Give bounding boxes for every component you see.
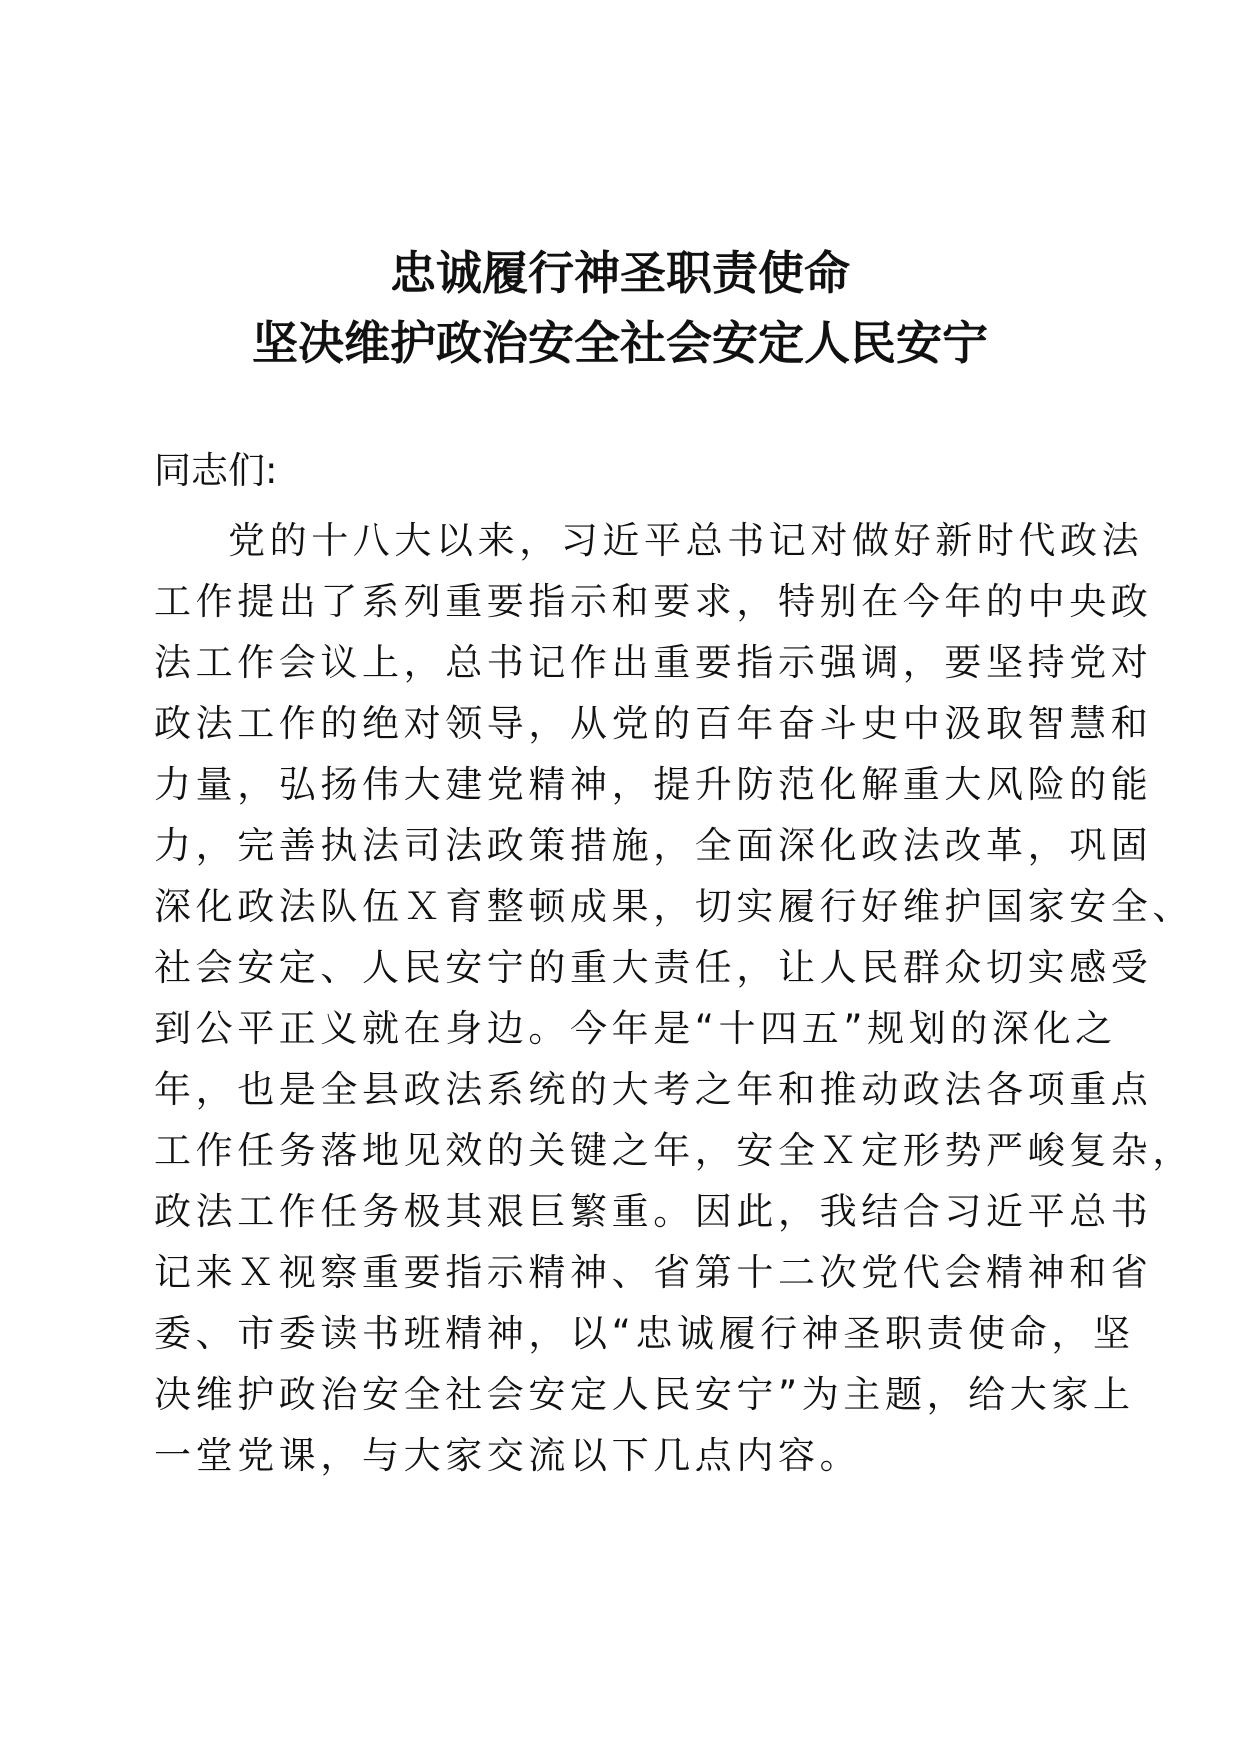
paragraph-line: 决维护政治安全社会安定人民安宁”为主题，给大家上: [154, 1373, 1135, 1416]
paragraph-line: 社会安定、人民安宁的重大责任，让人民群众切实感受: [154, 946, 1153, 989]
paragraph-line: 政法工作任务极其艰巨繁重。因此，我结合习近平总书: [154, 1190, 1153, 1233]
paragraph-line: 法工作会议上，总书记作出重要指示强调，要坚持党对: [154, 641, 1153, 684]
paragraph-line: 年，也是全县政法系统的大考之年和推动政法各项重点: [154, 1068, 1153, 1111]
paragraph-line: 到公平正义就在身边。今年是“十四五”规划的深化之: [154, 1007, 1117, 1050]
paragraph-line: 深化政法队伍Ｘ育整顿成果，切实履行好维护国家安全、: [154, 885, 1194, 928]
document-title-line-1: 忠诚履行神圣职责使命: [390, 246, 850, 300]
paragraph-line: 委、市委读书班精神，以“忠诚履行神圣职责使命，坚: [154, 1312, 1135, 1355]
paragraph-line: 记来Ｘ视察重要指示精神、省第十二次党代会精神和省: [154, 1251, 1153, 1294]
paragraph-line: 党的十八大以来，习近平总书记对做好新时代政法: [228, 519, 1144, 562]
paragraph-line: 力，完善执法司法政策措施，全面深化政法改革，巩固: [154, 824, 1153, 867]
paragraph-line: 政法工作的绝对领导，从党的百年奋斗史中汲取智慧和: [154, 702, 1153, 745]
salutation: 同志们:: [154, 449, 278, 492]
document-title-line-2: 坚决维护政治安全社会安定人民安宁: [252, 316, 988, 370]
paragraph-line: 一堂党课，与大家交流以下几点内容。: [154, 1434, 862, 1477]
paragraph-line: 工作提出了系列重要指示和要求，特别在今年的中央政: [154, 580, 1153, 623]
paragraph-line: 力量，弘扬伟大建党精神，提升防范化解重大风险的能: [154, 763, 1153, 806]
paragraph-line: 工作任务落地见效的关键之年，安全Ｘ定形势严峻复杂，: [154, 1129, 1194, 1172]
